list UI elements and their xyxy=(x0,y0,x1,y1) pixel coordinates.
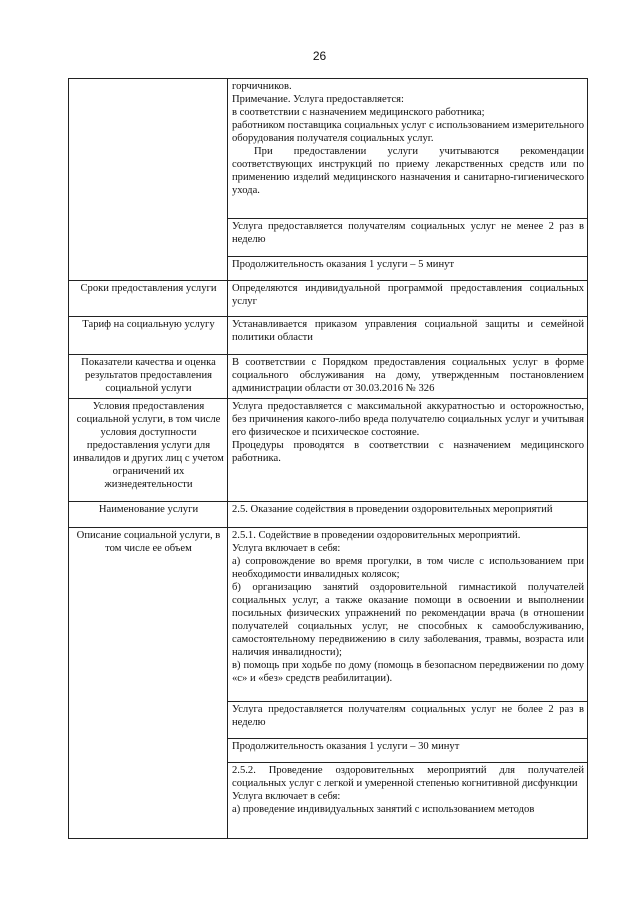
empty-label-cell xyxy=(69,79,228,281)
table-row xyxy=(69,399,588,502)
subsection-title: 2.5.2. Проведение оздоровительных мероприятий для получателей социальных услуг с легкой и умеренной степенью когнитивной дисфункции xyxy=(232,765,584,789)
continuation-text: горчичников. xyxy=(232,81,292,92)
frequency-cell: Услуга предоставляется получателям социальных услуг не более 2 раз в неделю xyxy=(228,702,588,739)
tariff-label: Тариф на социальную услугу xyxy=(69,317,228,355)
description-label: Описание социальной услуги, в том числе ее объем xyxy=(69,528,228,839)
tariff-value: Устанавливается приказом управления социальной защиты и семейной политики области xyxy=(228,317,588,355)
conditions-label: Условия предоставления социальной услуги, в том числе условия доступности предоставления услуги для инвалидов и других лиц с учетом ограничений их жизнедеятельности xyxy=(69,399,228,502)
table-row xyxy=(69,317,588,355)
note-item: в соответствии с назначением медицинского работника; xyxy=(232,107,485,118)
list-item: а) проведение индивидуальных занятий с использованием методов xyxy=(232,804,535,815)
service-name-label: Наименование услуги xyxy=(69,502,228,528)
description-block-2 xyxy=(228,763,588,839)
table-row xyxy=(69,355,588,399)
duration-cell: Продолжительность оказания 1 услуги – 30 минут xyxy=(228,739,588,763)
conditions-value xyxy=(228,399,588,502)
quality-value: В соответствии с Порядком предоставления социальных услуг в форме социального обслуживания на дому, утвержденным постановлением администрации области от 30.03.2016 № 326 xyxy=(228,355,588,399)
terms-value: Определяются индивидуальной программой предоставления социальных услуг xyxy=(228,281,588,317)
includes-heading: Услуга включает в себя: xyxy=(232,543,341,554)
list-item: в) помощь при ходьбе по дому (помощь в безопасном передвижении по дому «с» и «без» средств реабилитации). xyxy=(232,660,584,684)
table-row xyxy=(69,281,588,317)
page-number: 26 xyxy=(312,49,327,63)
terms-label: Сроки предоставления услуги xyxy=(69,281,228,317)
table-row xyxy=(69,502,588,528)
duration-cell: Продолжительность оказания 1 услуги – 5 минут xyxy=(228,257,588,281)
subsection-title: 2.5.1. Содействие в проведении оздоровительных мероприятий. xyxy=(232,530,521,541)
table-row xyxy=(69,528,588,702)
description-block-1 xyxy=(228,528,588,702)
list-item: б) организацию занятий оздоровительной гимнастикой получателей социальных услуг, а также оказание помощи в освоении и выполнении посильных физических упражнений по рекомендации врача (в отношении получателей социальных услуг, не способных к самообслуживанию, самостоятельному передвижению в силу заболевания, травмы, возраста или наличия инвалидности); xyxy=(232,582,584,658)
conditions-paragraph: Процедуры проводятся в соответствии с назначением медицинского работника. xyxy=(232,440,584,464)
conditions-paragraph: Услуга предоставляется с максимальной аккуратностью и осторожностью, без причинения какого-либо вреда получателю социальных услуг и учитывая его физическое и психическое состояние. xyxy=(232,401,584,438)
service-name-value: 2.5. Оказание содействия в проведении оздоровительных мероприятий xyxy=(228,502,588,528)
quality-label: Показатели качества и оценка результатов предоставления социальной услуги xyxy=(69,355,228,399)
services-table xyxy=(68,78,588,839)
note-item: работником поставщика социальных услуг с использованием измерительного оборудования получателя социальных услуг. xyxy=(232,120,584,144)
note-heading: Примечание. Услуга предоставляется: xyxy=(232,94,404,105)
table-row xyxy=(69,79,588,219)
note-paragraph: При предоставлении услуги учитываются рекомендации соответствующих инструкций по приему лекарственных средств или по применению изделий медицинского назначения и санитарно-гигиенического ухода. xyxy=(232,146,584,196)
frequency-cell: Услуга предоставляется получателям социальных услуг не менее 2 раз в неделю xyxy=(228,219,588,257)
continuation-cell xyxy=(228,79,588,219)
list-item: а) сопровождение во время прогулки, в том числе с использованием при необходимости инвалидных колясок; xyxy=(232,556,584,580)
includes-heading: Услуга включает в себя: xyxy=(232,791,341,802)
